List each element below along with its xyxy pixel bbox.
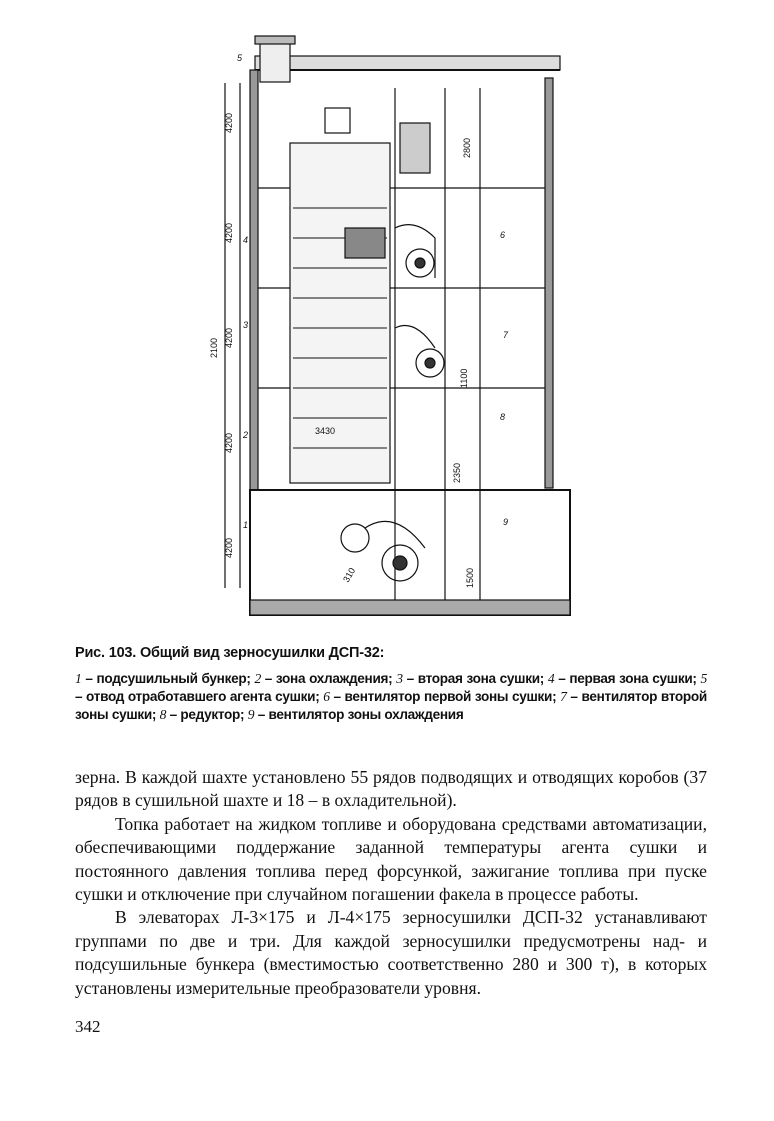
dim-left-3: 4200 [224,327,234,348]
dim-middle: 2350 [452,462,462,483]
legend-item: 8 – редуктор; [159,707,248,722]
paragraph-3: В элеваторах Л-3×175 и Л-4×175 зерносушилки ДСП-32 устанавливают группами по две и три. Для каждой зерносушилки предусмотрены над- и подсушильные бункера (вместимостью соответственно 280 и 300 т), в которых установлены измерительные преобразователи уровня. [75,907,707,998]
label-2: 2 [243,430,249,440]
legend-item: 6 – вентилятор первой зоны сушки; [323,689,561,704]
legend-item: 4 – первая зона сушки; [547,671,701,686]
paragraph-1: зерна. В каждой шахте установлено 55 рядов подводящих и отводящих коробов (37 рядов в сушильной шахте и 18 – в охладительной). [75,767,707,811]
body-text [75,766,707,1000]
dim-top-right: 2800 [462,137,472,158]
label-9: 9 [503,517,509,527]
legend-item: 1 – подсушильный бункер; [75,671,255,686]
legend-item: 9 – вентилятор зоны охлаждения [247,707,464,722]
label-5: 5 [237,53,243,63]
label-4: 4 [243,235,249,245]
dim-total: 2100 [209,337,219,358]
legend-item: 5 – отвод отработавшего агента сушки; [75,671,707,704]
dim-chamber: 3430 [315,426,336,436]
dim-left-2: 4200 [224,222,234,243]
dim-left-4: 4200 [224,432,234,453]
dim-left-1: 4200 [224,112,234,133]
page-number: 342 [75,1017,101,1036]
label-8: 8 [500,412,506,422]
label-7: 7 [503,330,509,340]
legend-item: 2 – зона охлаждения; [254,671,397,686]
label-1: 1 [243,520,249,530]
dim-bottom-right: 1500 [465,567,475,588]
figure-caption-title: Рис. 103. Общий вид зерносушилки ДСП-32: [75,645,385,661]
dim-left-5: 4200 [224,537,234,558]
label-3: 3 [243,320,249,330]
legend-item: 7 – вентилятор второй зоны сушки; [75,689,707,722]
label-6: 6 [500,230,506,240]
dim-fan: 1100 [459,368,469,388]
paragraph-2: Топка работает на жидком топливе и оборудована средствами автоматизации, обеспечивающими поддержание заданной температуры агента сушки и постоянного давления топлива перед форсункой, зажигание топлива при пуске сушки и отключение при случайном погашении факела в процессе работы. [75,813,707,905]
legend-item: 3 – вторая зона сушки; [396,671,548,686]
dryer-drawing [205,28,585,628]
dim-bottom-small: 310 [341,565,358,584]
figure-legend [75,670,707,724]
